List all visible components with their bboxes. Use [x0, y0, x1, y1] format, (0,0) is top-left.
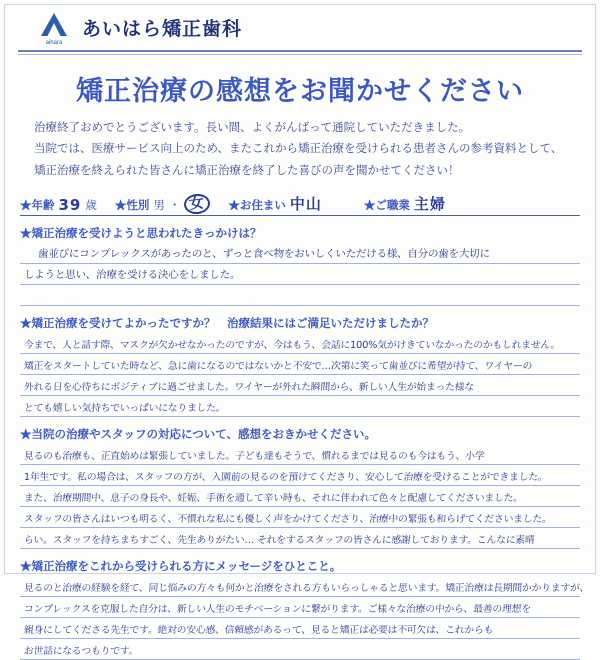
answer-line [20, 243, 580, 264]
answer-line [20, 375, 580, 396]
answer-line [20, 507, 580, 528]
question-2-title: ★矯正治療を受けてよかったですか？ 治療結果にはご満足いただけましたか？ [20, 317, 434, 330]
intro-text [0, 118, 600, 182]
question-block-3 [0, 426, 600, 549]
question-2-answer-lines [20, 333, 580, 417]
gender-label: ★性別 [114, 199, 150, 212]
clinic-name: あいはら矯正歯科 [82, 18, 243, 40]
answer-line [20, 576, 590, 597]
answer-text: 歯並びにコンプレックスがあったのと、ずっと食べ物をおいしくいただける様、自分の歯を大切に [37, 247, 491, 260]
answer-line [20, 444, 580, 465]
question-block-2 [0, 315, 600, 417]
answer-text: 見るのも治療も、正直始めは緊張していました。子ども達もそうで、慣れるまでは見るのも今はもう、小学 [23, 450, 485, 462]
answer-text: らい。スタッフを持ちまちすごく、先生ありがたい… それをするスタッフの皆さんに感謝しております。こんなに素晴 [23, 534, 535, 546]
question-3-answer-lines [20, 444, 580, 549]
question-1-title: ★矯正治療を受けようと思われたきっかけは？ [20, 227, 262, 240]
answer-line [20, 396, 580, 417]
header-divider-thin [18, 54, 582, 55]
answer-text: 矯正をスタートしていた時など、急に歯になるのではないかと不安で…次第に笑って歯並びに希望が持て、ワイヤーの [23, 360, 533, 372]
question-3-title: ★当院の治療やスタッフの対応について、感想をおきかせください。 [20, 428, 377, 441]
answer-text: コンプレックスを克服した自分は、新しい人生のモチベーションに繋がります。ご様々な治療の中から、最善の理想を [23, 603, 532, 615]
gender-separator: ・ [168, 199, 181, 212]
address-label: ★お住まい [228, 199, 286, 212]
job-label: ★ご職業 [363, 199, 410, 212]
question-1-answer-lines [20, 243, 580, 306]
answer-line [20, 486, 580, 507]
answer-text: 1年生です。私の場合は、スタッフの方が、入園前の見るのを預けてくださり、安心して治療を受けることができました。 [23, 471, 548, 483]
header-divider [18, 50, 582, 52]
answer-text: 見るのと治療の経験を経て、同じ悩みの方々も何かと治療をされる方もいらっしゃると思います。矯正治療は長期間かかりますが、 [23, 582, 590, 594]
answer-text: また、治療期間中、息子の身長や、妊娠、手術を通して辛い時も、それに伴われて色々と配慮してくださいました。 [23, 492, 524, 504]
job-value: 主婦 [413, 194, 446, 213]
question-block-4 [0, 558, 600, 660]
answer-line [20, 597, 580, 618]
answer-text: とても嬉しい気持ちでいっぱいになりました。 [23, 402, 226, 414]
question-4-answer-lines [20, 576, 590, 660]
intro-line-3: 矯正治療を終えられた皆さんに矯正治療を終了した喜びの声を聞かせてください！ [34, 164, 460, 177]
answer-line [20, 465, 580, 486]
intro-line-2: 当院では、医療サービス向上のため、またこれから矯正治療を受けられる患者さんの参考資料として、 [34, 143, 563, 156]
gender-option-male[interactable]: 男 [153, 199, 165, 212]
gender-option-female-selected[interactable]: 女 [183, 193, 211, 215]
answer-line [20, 618, 580, 639]
answer-text: しようと思い、治療を受ける決心をしました。 [23, 268, 241, 281]
svg-text:aihara: aihara [45, 40, 63, 46]
answer-line [20, 333, 580, 354]
question-block-1 [0, 225, 600, 306]
page-title: 矯正治療の感想をお聞かせください [76, 76, 524, 106]
answer-text: スタッフの皆さんはいつも明るく、不慣れな私にも優しく声をかけてくださり、治療中の緊張も和らげてくださいました。 [23, 513, 552, 525]
intro-line-1: 治療終了おめでとうございます。長い間、よくがんばって通院していただきました。 [34, 122, 471, 134]
clinic-header [0, 0, 600, 48]
address-value: 中山 [289, 194, 322, 213]
answer-text: 親身にしてくださる先生です。絶対の安心感、信頼感があるって、見ると矯正は必要は不可欠は、これからも [23, 624, 494, 636]
answer-text: 外れる日を心待ちにポジティブに過ごせました。ワイヤーが外れた瞬間から、新しい人生が始まった様な [23, 381, 475, 393]
age-label: ★年齢 [20, 199, 55, 212]
answer-line [20, 285, 580, 306]
age-unit: 歳 [85, 199, 97, 212]
question-4-title: ★矯正治療をこれから受けられる方にメッセージをひとこと。 [20, 560, 342, 573]
profile-row [20, 192, 580, 216]
answer-text: 今まで、人と話す際、マスクが欠かせなかったのですが、今はもう、会話に100%気がけきていなかったのかもしれません。 [23, 339, 561, 351]
aihara-logo-icon [34, 10, 74, 44]
answer-line [20, 264, 580, 285]
age-value: 39 [58, 195, 82, 214]
answer-line [20, 354, 580, 375]
answer-line [20, 639, 580, 660]
answer-text: お世話になるつもりです。 [23, 645, 139, 657]
answer-line [20, 528, 580, 549]
